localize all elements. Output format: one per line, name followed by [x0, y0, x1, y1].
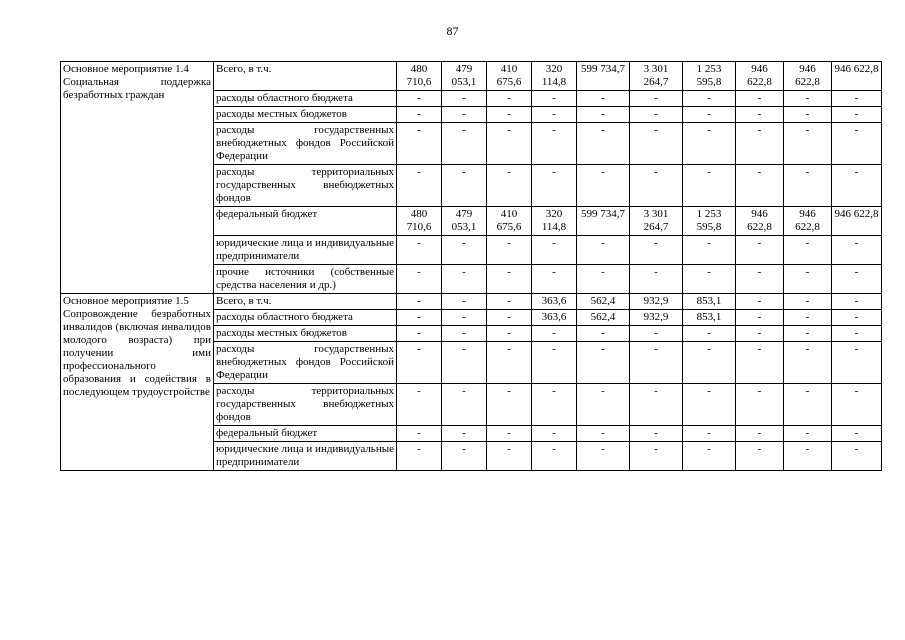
amount-cell: - — [683, 123, 736, 165]
amount-cell: 1 253 595,8 — [683, 62, 736, 91]
amount-cell: 320 114,8 — [532, 207, 577, 236]
amount-cell: 3 301 264,7 — [630, 207, 683, 236]
amount-cell: - — [487, 310, 532, 326]
amount-cell: - — [487, 426, 532, 442]
measure-title-line: Сопровождение безработных инвалидов (включая инвалидов молодого возраста) при получении ими профессионального образования и содействия в последующем трудоустройстве — [63, 308, 211, 398]
funding-source-cell: Всего, в т.ч. — [214, 62, 397, 91]
amount-cell: - — [832, 236, 882, 265]
amount-cell: - — [683, 165, 736, 207]
amount-cell: - — [487, 326, 532, 342]
amount-cell: - — [683, 326, 736, 342]
amount-cell: - — [442, 107, 487, 123]
amount-cell: - — [577, 426, 630, 442]
amount-cell: - — [577, 236, 630, 265]
amount-cell: - — [630, 442, 683, 471]
amount-cell: - — [577, 107, 630, 123]
amount-cell: - — [784, 294, 832, 310]
funding-source-cell: юридические лица и индивидуальные предприниматели — [214, 236, 397, 265]
amount-cell: - — [784, 342, 832, 384]
amount-cell: - — [442, 265, 487, 294]
amount-cell: - — [442, 91, 487, 107]
amount-cell: - — [487, 384, 532, 426]
amount-cell: 562,4 — [577, 310, 630, 326]
amount-cell: - — [532, 442, 577, 471]
amount-cell: - — [736, 442, 784, 471]
amount-cell: - — [736, 107, 784, 123]
amount-cell: - — [397, 326, 442, 342]
amount-cell: - — [487, 236, 532, 265]
measure-title-line: Основное мероприятие 1.5 — [63, 295, 189, 307]
amount-cell: - — [577, 326, 630, 342]
amount-cell: 853,1 — [683, 294, 736, 310]
funding-source-cell: расходы областного бюджета — [214, 310, 397, 326]
amount-cell: - — [784, 107, 832, 123]
amount-cell: - — [532, 107, 577, 123]
amount-cell: - — [577, 123, 630, 165]
amount-cell: - — [397, 91, 442, 107]
amount-cell: - — [487, 294, 532, 310]
amount-cell: - — [577, 384, 630, 426]
amount-cell: 479 053,1 — [442, 62, 487, 91]
amount-cell: - — [832, 265, 882, 294]
amount-cell: - — [630, 342, 683, 384]
amount-cell: - — [630, 123, 683, 165]
budget-table — [60, 61, 882, 471]
amount-cell: - — [736, 294, 784, 310]
amount-cell: - — [630, 91, 683, 107]
amount-cell: - — [487, 107, 532, 123]
amount-cell: - — [397, 294, 442, 310]
amount-cell: - — [397, 265, 442, 294]
amount-cell: - — [832, 426, 882, 442]
amount-cell: - — [784, 123, 832, 165]
amount-cell: - — [832, 384, 882, 426]
amount-cell: - — [532, 426, 577, 442]
amount-cell: - — [577, 265, 630, 294]
amount-cell: - — [532, 165, 577, 207]
amount-cell: - — [784, 165, 832, 207]
amount-cell: 946 622,8 — [784, 62, 832, 91]
amount-cell: - — [442, 236, 487, 265]
amount-cell: - — [630, 107, 683, 123]
amount-cell: - — [630, 384, 683, 426]
amount-cell: - — [832, 342, 882, 384]
amount-cell: - — [832, 107, 882, 123]
funding-source-cell: расходы территориальных государственных внебюджетных фондов — [214, 165, 397, 207]
amount-cell: - — [442, 123, 487, 165]
amount-cell: 946 622,8 — [832, 207, 882, 236]
amount-cell: - — [736, 384, 784, 426]
amount-cell: - — [630, 265, 683, 294]
amount-cell: - — [736, 342, 784, 384]
amount-cell: - — [442, 310, 487, 326]
amount-cell: 3 301 264,7 — [630, 62, 683, 91]
amount-cell: - — [736, 265, 784, 294]
amount-cell: 479 053,1 — [442, 207, 487, 236]
measure-title-line: Основное мероприятие 1.4 — [63, 63, 189, 75]
amount-cell: - — [442, 342, 487, 384]
amount-cell: - — [784, 265, 832, 294]
page-number: 87 — [446, 24, 459, 38]
amount-cell: - — [736, 426, 784, 442]
amount-cell: 599 734,7 — [577, 207, 630, 236]
amount-cell: - — [683, 384, 736, 426]
amount-cell: - — [442, 442, 487, 471]
measure-title-cell — [61, 294, 214, 471]
amount-cell: 410 675,6 — [487, 62, 532, 91]
funding-source-cell: Всего, в т.ч. — [214, 294, 397, 310]
amount-cell: - — [442, 384, 487, 426]
amount-cell: 562,4 — [577, 294, 630, 310]
amount-cell: - — [784, 384, 832, 426]
amount-cell: - — [736, 165, 784, 207]
measure-title-line: Социальная поддержка безработных граждан — [63, 76, 211, 101]
amount-cell: - — [442, 294, 487, 310]
amount-cell: - — [832, 326, 882, 342]
amount-cell: - — [397, 426, 442, 442]
amount-cell: - — [532, 265, 577, 294]
amount-cell: - — [736, 236, 784, 265]
amount-cell: 599 734,7 — [577, 62, 630, 91]
funding-source-cell: расходы местных бюджетов — [214, 107, 397, 123]
amount-cell: - — [442, 326, 487, 342]
amount-cell: - — [683, 442, 736, 471]
amount-cell: - — [784, 310, 832, 326]
amount-cell: - — [397, 165, 442, 207]
amount-cell: 946 622,8 — [736, 207, 784, 236]
amount-cell: - — [832, 91, 882, 107]
amount-cell: - — [736, 310, 784, 326]
funding-source-cell: юридические лица и индивидуальные предприниматели — [214, 442, 397, 471]
amount-cell: 932,9 — [630, 310, 683, 326]
amount-cell: - — [630, 165, 683, 207]
amount-cell: - — [397, 442, 442, 471]
amount-cell: - — [832, 165, 882, 207]
amount-cell: - — [397, 236, 442, 265]
funding-source-cell: федеральный бюджет — [214, 426, 397, 442]
funding-source-cell: расходы областного бюджета — [214, 91, 397, 107]
amount-cell: - — [683, 107, 736, 123]
measure-title-cell — [61, 62, 214, 294]
amount-cell: 946 622,8 — [784, 207, 832, 236]
amount-cell: - — [683, 426, 736, 442]
amount-cell: 1 253 595,8 — [683, 207, 736, 236]
amount-cell: - — [832, 310, 882, 326]
amount-cell: - — [397, 342, 442, 384]
amount-cell: - — [630, 426, 683, 442]
amount-cell: - — [487, 165, 532, 207]
amount-cell: - — [442, 426, 487, 442]
amount-cell: 320 114,8 — [532, 62, 577, 91]
funding-source-cell: федеральный бюджет — [214, 207, 397, 236]
amount-cell: 853,1 — [683, 310, 736, 326]
funding-source-cell: расходы территориальных государственных внебюджетных фондов — [214, 384, 397, 426]
amount-cell: - — [397, 384, 442, 426]
amount-cell: - — [832, 123, 882, 165]
amount-cell: 410 675,6 — [487, 207, 532, 236]
amount-cell: - — [784, 426, 832, 442]
amount-cell: - — [784, 442, 832, 471]
amount-cell: - — [532, 236, 577, 265]
table-row — [61, 62, 882, 91]
amount-cell: - — [487, 342, 532, 384]
amount-cell: 480 710,6 — [397, 62, 442, 91]
amount-cell: - — [487, 265, 532, 294]
amount-cell: - — [577, 342, 630, 384]
amount-cell: - — [683, 342, 736, 384]
amount-cell: - — [736, 326, 784, 342]
amount-cell: - — [784, 236, 832, 265]
amount-cell: - — [577, 442, 630, 471]
funding-source-cell: расходы государственных внебюджетных фондов Российской Федерации — [214, 123, 397, 165]
amount-cell: - — [784, 91, 832, 107]
amount-cell: - — [397, 107, 442, 123]
amount-cell: 946 622,8 — [736, 62, 784, 91]
amount-cell: - — [683, 91, 736, 107]
amount-cell: - — [487, 91, 532, 107]
amount-cell: 363,6 — [532, 310, 577, 326]
amount-cell: 363,6 — [532, 294, 577, 310]
amount-cell: - — [577, 91, 630, 107]
amount-cell: - — [630, 236, 683, 265]
funding-source-cell: прочие источники (собственные средства населения и др.) — [214, 265, 397, 294]
amount-cell: - — [397, 123, 442, 165]
table-row — [61, 294, 882, 310]
amount-cell: - — [784, 326, 832, 342]
amount-cell: - — [532, 384, 577, 426]
amount-cell: - — [397, 310, 442, 326]
amount-cell: - — [532, 342, 577, 384]
amount-cell: - — [487, 442, 532, 471]
amount-cell: - — [736, 123, 784, 165]
amount-cell: - — [832, 294, 882, 310]
amount-cell: - — [532, 123, 577, 165]
table-body — [61, 62, 882, 471]
amount-cell: - — [577, 165, 630, 207]
amount-cell: - — [532, 91, 577, 107]
amount-cell: 946 622,8 — [832, 62, 882, 91]
amount-cell: - — [532, 326, 577, 342]
amount-cell: - — [630, 326, 683, 342]
amount-cell: 480 710,6 — [397, 207, 442, 236]
funding-source-cell: расходы местных бюджетов — [214, 326, 397, 342]
funding-source-cell: расходы государственных внебюджетных фондов Российской Федерации — [214, 342, 397, 384]
amount-cell: - — [683, 265, 736, 294]
amount-cell: - — [832, 442, 882, 471]
amount-cell: - — [683, 236, 736, 265]
amount-cell: - — [487, 123, 532, 165]
amount-cell: - — [442, 165, 487, 207]
amount-cell: 932,9 — [630, 294, 683, 310]
amount-cell: - — [736, 91, 784, 107]
